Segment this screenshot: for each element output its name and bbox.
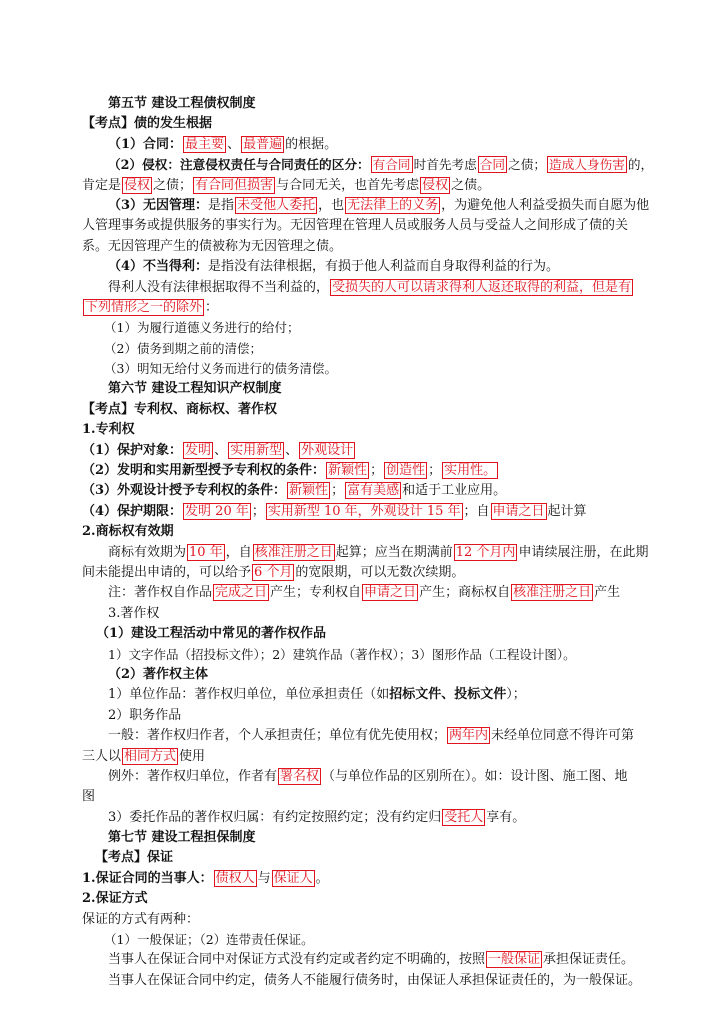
note-line xyxy=(82,583,652,603)
duty-works-general xyxy=(82,726,652,746)
separator: ； xyxy=(251,503,265,519)
highlight-novelty: 新颖性 xyxy=(328,463,368,479)
text: 使用 xyxy=(179,748,206,764)
highlight-application-date: 申请之日 xyxy=(364,585,417,601)
highlight-has-contract: 有合同 xyxy=(372,157,411,173)
text: 产生 xyxy=(594,585,621,601)
paragraph-line: 图 xyxy=(82,789,96,805)
text: 一般：著作权归作者，个人承担责任；单位有优先使用权； xyxy=(108,728,447,744)
section-7-key-point: 【考点】保证 xyxy=(95,850,174,866)
copyright-subject-heading: （2）著作权主体 xyxy=(108,666,209,682)
highlight-two-years: 两年内 xyxy=(449,728,489,744)
duty-works-heading: 2）职务作品 xyxy=(108,707,182,723)
text: 产生；商标权自 xyxy=(419,585,511,601)
unjust-enrichment-label: （4）不当得利： xyxy=(108,259,209,275)
highlight-design: 外观设计 xyxy=(301,442,354,458)
negotiorum-label: （3）无因管理： xyxy=(108,197,209,213)
negotiorum-line xyxy=(82,196,652,216)
section-5-title: 第五节 建设工程债权制度 xyxy=(108,96,256,111)
highlight-approval-date: 核准注册之日 xyxy=(513,585,592,601)
contract-line xyxy=(82,135,652,155)
text: 和适于工业应用。 xyxy=(402,483,507,499)
section-7-title: 第七节 建设工程担保制度 xyxy=(108,830,256,846)
text: 得利人没有法律根据取得不当利益的， xyxy=(108,279,330,295)
highlight-trustee: 受托人 xyxy=(444,809,484,825)
highlight-no-entrust: 未受他人委托 xyxy=(237,197,316,213)
unit-works xyxy=(82,685,652,705)
highlight-return-claim: 受损失的人可以请求得利人返还取得的利益，但是有 xyxy=(332,279,632,295)
highlight-authorship: 署名权 xyxy=(280,768,320,784)
highlight-most-important: 最主要 xyxy=(185,136,225,152)
highlight-10-years: 10 年 xyxy=(189,544,223,560)
highlight-creditor: 债权人 xyxy=(215,870,255,886)
text: 肯定是 xyxy=(82,177,122,193)
exception-line xyxy=(82,298,652,318)
protection-period xyxy=(82,502,652,522)
guarantee-methods: （1）一般保证；（2）连带责任保证。 xyxy=(104,932,314,948)
text: 申请续展注册，在此期 xyxy=(518,544,649,560)
text: 产生；专利权自 xyxy=(270,585,362,601)
commissioned-works xyxy=(82,808,652,828)
exception-item: （2）债务到期之前的清偿； xyxy=(104,340,262,356)
text: 是指没有法律根据，有损于他人利益而自身取得利益的行为。 xyxy=(208,259,560,275)
highlight-12-months: 12 个月内 xyxy=(455,544,516,560)
text: 未经单位同意不得许可第 xyxy=(491,728,635,744)
separator: 、 xyxy=(214,442,228,458)
tort-line xyxy=(82,155,652,175)
text: ，也 xyxy=(318,197,345,213)
separator: 与 xyxy=(257,870,271,886)
highlight-utility-design-terms: 实用新型 10 年，外观设计 15 年 xyxy=(267,503,461,519)
trademark-heading: 2.商标权有效期 xyxy=(82,524,174,540)
highlight-contract-damage: 有合同但损害 xyxy=(195,177,274,193)
text: 三人以 xyxy=(82,748,122,764)
bold-text: 招标文件、投标文件 xyxy=(389,687,507,703)
text: 商标有效期为 xyxy=(108,544,187,560)
highlight-tort: 侵权 xyxy=(124,177,151,193)
trademark-line-2 xyxy=(82,563,652,583)
guarantee-definition: 当事人在保证合同中约定，债务人不能履行债务时，由保证人承担保证责任的，为一般保证。 xyxy=(108,972,642,988)
text: 起算；应当在期满前 xyxy=(335,544,453,560)
text: 与合同无关，也首先考虑 xyxy=(276,177,420,193)
separator: ； xyxy=(331,483,345,499)
section-6-title: 第六节 建设工程知识产权制度 xyxy=(108,381,282,397)
text: 间未能提出申请的，可以给予 xyxy=(82,564,252,580)
label: （4）保护期限： xyxy=(82,503,183,519)
highlight-completion-date: 完成之日 xyxy=(215,585,268,601)
text: 3）委托作品的著作权归属：有约定按照约定；没有约定归 xyxy=(108,809,442,825)
highlight-same-way: 相同方式 xyxy=(124,748,177,764)
text: 注：著作权自作品 xyxy=(108,585,213,601)
label: 1.保证合同的当事人： xyxy=(82,870,213,886)
unjust-enrichment-line xyxy=(82,257,652,277)
highlight-general-guarantee: 一般保证 xyxy=(488,952,541,968)
text: 承担保证责任。 xyxy=(543,952,635,968)
exception-item: （3）明知无给付义务而进行的债务清偿。 xyxy=(104,361,337,377)
text: ）； xyxy=(506,687,526,703)
text: 。 xyxy=(315,870,329,886)
text: 例外：著作权归单位，作者有 xyxy=(108,768,278,784)
highlight-personal-injury: 造成人身伤害 xyxy=(549,157,625,173)
text: 的根据。 xyxy=(285,136,338,152)
highlight-tort: 侵权 xyxy=(422,177,449,193)
highlight-6-months: 6 个月 xyxy=(254,564,293,580)
highlight-approval-date: 核准注册之日 xyxy=(254,544,333,560)
highlight-exception: 下列情形之一的除外 xyxy=(85,299,203,315)
highlight-invention: 发明 xyxy=(185,442,212,458)
separator: 、 xyxy=(285,442,299,458)
exception-item: （1）为履行道德义务进行的给付； xyxy=(104,320,300,336)
patent-objects xyxy=(82,441,652,461)
copyright-works-list: 1）文字作品（招投标文件）；2）建筑作品（著作权）；3）图形作品（工程设计图）。 xyxy=(108,646,576,662)
highlight-no-legal-duty: 无法律上的义务 xyxy=(347,197,439,213)
text: 是指 xyxy=(208,197,235,213)
paragraph-line: 保证的方式有两种： xyxy=(82,911,200,927)
trademark-line xyxy=(82,543,652,563)
separator: ；自 xyxy=(463,503,490,519)
text: 1）单位作品：著作权归单位，单位承担责任（如 xyxy=(108,687,390,703)
text: 的宽限期，可以无数次续期。 xyxy=(295,564,465,580)
duty-works-general-2 xyxy=(82,747,652,767)
tort-label: （2）侵权：注意侵权责任与合同责任的区分： xyxy=(108,157,370,173)
text: ，自 xyxy=(225,544,252,560)
highlight-most-common: 最普遍 xyxy=(243,136,283,152)
highlight-invention-20y: 发明 20 年 xyxy=(185,503,249,519)
highlight-aesthetic: 富有美感 xyxy=(347,483,400,499)
text: 时首先考虑 xyxy=(413,157,477,173)
text: 的， xyxy=(627,157,654,173)
section-5-key-point: 【考点】债的发生根据 xyxy=(82,116,213,132)
label: （2）发明和实用新型授予专利权的条件： xyxy=(82,463,326,479)
guarantee-parties xyxy=(82,869,652,889)
guarantee-method-heading: 2.保证方式 xyxy=(82,891,148,907)
text: 之债。 xyxy=(451,177,491,193)
separator: ； xyxy=(428,463,442,479)
text: ： xyxy=(205,299,219,315)
highlight-contract: 合同 xyxy=(479,157,506,173)
tort-line-2 xyxy=(82,176,652,196)
text: 之债； xyxy=(153,177,193,193)
copyright-heading: 3.著作权 xyxy=(108,605,160,621)
guarantee-default xyxy=(82,950,652,970)
text: 起计算 xyxy=(547,503,587,519)
highlight-novelty: 新颖性 xyxy=(289,483,329,499)
highlight-application-date: 申请之日 xyxy=(492,503,545,519)
patent-conditions xyxy=(82,461,652,481)
design-conditions xyxy=(82,481,652,501)
text: 之债； xyxy=(508,157,547,173)
duty-works-exception xyxy=(82,767,652,787)
paragraph-line: 人管理事务或提供服务的事实行为。无因管理在管理人员或服务人员与受益人之间形成了债的关 xyxy=(82,218,629,234)
highlight-practicality: 实用性。 xyxy=(444,463,497,479)
text: ，为避免他人利益受损失而自愿为他 xyxy=(441,197,650,213)
copyright-works-heading: （1）建设工程活动中常见的著作权作品 xyxy=(96,626,327,642)
contract-label: （1）合同： xyxy=(108,136,183,152)
label: （1）保护对象： xyxy=(82,442,183,458)
paragraph-line: 系。无因管理产生的债被称为无因管理之债。 xyxy=(82,238,343,254)
document-page xyxy=(82,94,652,991)
separator: ； xyxy=(370,463,384,479)
highlight-creativity: 创造性 xyxy=(386,463,426,479)
patent-heading: 1.专利权 xyxy=(82,422,135,438)
text: 享有。 xyxy=(486,809,526,825)
separator: 、 xyxy=(227,136,241,152)
text: （与单位作品的区别所在）。如：设计图、施工图、地 xyxy=(322,768,628,784)
label: （3）外观设计授予专利权的条件： xyxy=(82,483,287,499)
highlight-guarantor: 保证人 xyxy=(273,870,313,886)
text: 当事人在保证合同中对保证方式没有约定或者约定不明确的，按照 xyxy=(108,952,486,968)
highlight-utility-model: 实用新型 xyxy=(230,442,283,458)
section-6-key-point: 【考点】专利权、商标权、著作权 xyxy=(82,401,278,417)
unjust-enrichment-detail xyxy=(82,278,652,298)
